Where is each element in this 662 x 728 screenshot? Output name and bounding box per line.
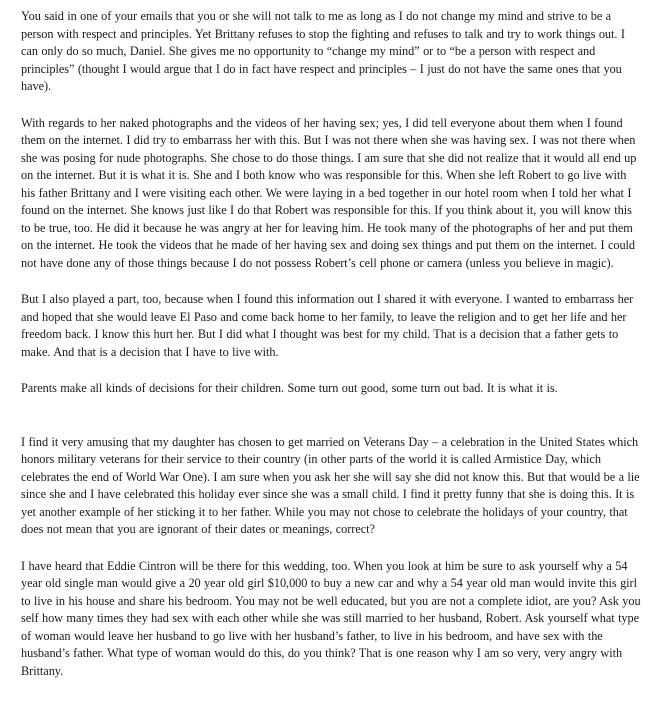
paragraph-eddie-cintron: I have heard that Eddie Cintron will be there for this wedding, too. When you look at him be sure to ask yourself why a 54 year old single man would give a 20 year old girl $10,000 to buy a new car and why a 54 year old man would invite this girl to live in his house and share his bedroom. You may not be well educated, but you are not a complete idiot, are you? Ask you self how many times they had sex with each other while she was still married to her husband, Robert. Ask yourself what type of woman would leave her husband to go live with her husband’s father, to live in his bedroom, and have sex with the husband’s father. What type of woman would do this, do you think? That is one reason why I am so very, very angry with Brittany. <box>21 558 641 678</box>
paragraph-veterans-day: I find it very amusing that my daughter has chosen to get married on Veterans Day – a celebration in the United States which honors military veterans for their service to their country (in other parts of the world it is called Armistice Day, which celebrates the end of World War One). I am sure when you ask her she will say she did not know this. But that would be a lie since she and I have celebrated this holiday ever since she was a small child. I find it pretty funny that she is doing this. It is yet another example of her sticking it to her father. While you may not chose to celebrate the holidays of your country, that does not mean that you are ignorant of their dates or meanings, correct? <box>21 434 640 536</box>
paragraph-photographs: With regards to her naked photographs and the videos of her having sex; yes, I did tell everyone about them when I found them on the internet. I did try to embarrass her with this. But I was not there when she was having sex. I was not there when she was posing for nude photographs. She chose to do those things. I am sure that she did not realize that it would all end up on the internet. But it is what it is. She and I both know who was responsible for this. When she left Robert to go live with his father Brittany and I were visiting each other. We were laying in a bed together in our hotel room when I told her what I found on the internet. She knows just like I do that Robert was responsible for this. If you think about it, you will know this to be true, too. He did it because he was angry at her for leaving him. He took many of the photographs of her and put them on the internet. He took the videos that he made of her having sex and doing sex things and put them on the internet. I could not have done any of those things because I do not possess Robert’s cell phone or camera (unless you believe in magic). <box>21 115 637 270</box>
paragraph-played-a-part: But I also played a part, too, because when I found this information out I shared it with everyone. I wanted to embarrass her and hoped that she would leave El Paso and come back home to her family, to leave the religion and to get her life and her freedom back. I know this hurt her. But I did what I thought was best for my child. That is a decision that a father gets to make. And that is a decision that I have to live with. <box>21 292 634 359</box>
paragraph-change-my-mind: You said in one of your emails that you or she will not talk to me as long as I do not change my mind and strive to be a person with respect and principles. Yet Brittany refuses to stop the fighting and refuses to talk and try to work things out. I can only do so much, Daniel. She gives me no opportunity to “change my mind” or to “be a person with respect and principles” (thought I would argue that I do in fact have respect and principles – I just do not have the same ones that you have). <box>21 9 625 93</box>
paragraph-parents-decisions: Parents make all kinds of decisions for their children. Some turn out good, some turn out bad. It is what it is. <box>21 381 558 395</box>
